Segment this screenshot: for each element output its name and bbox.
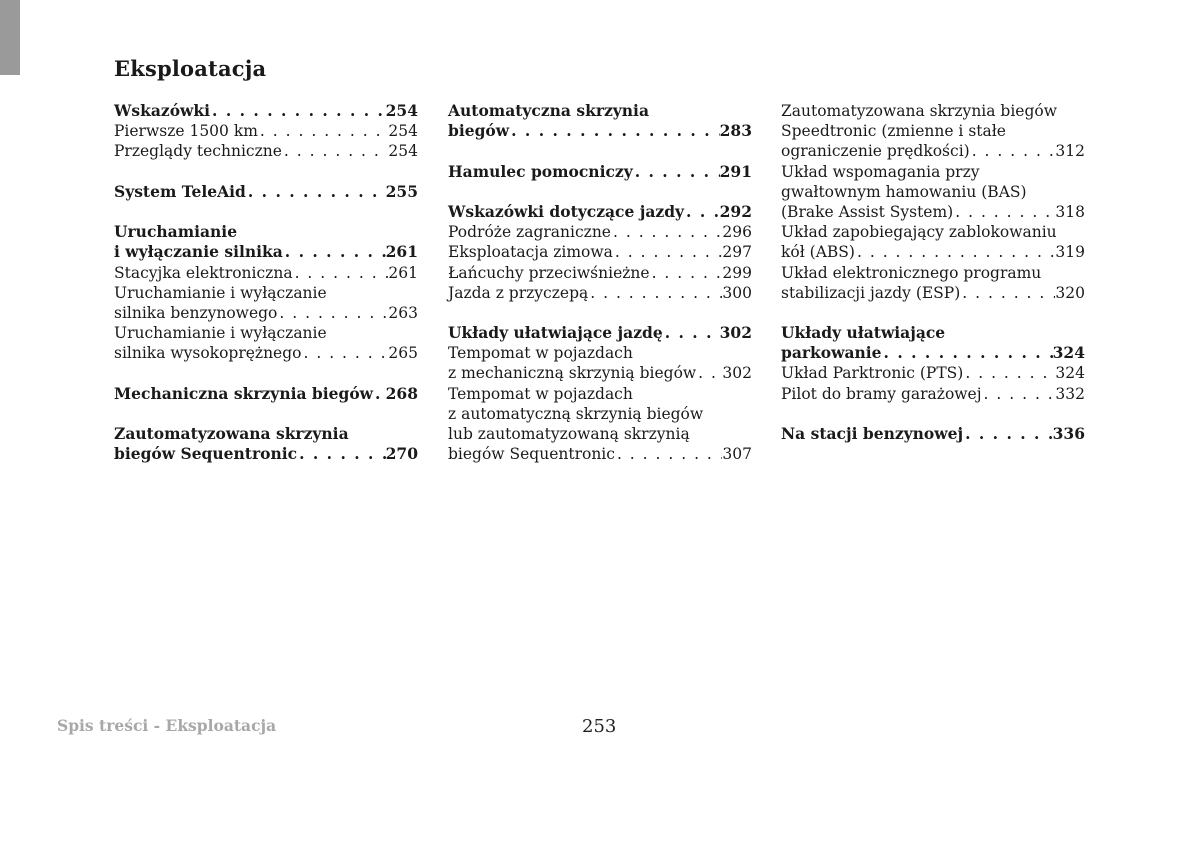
dot-leader <box>301 343 388 363</box>
dot-leader <box>953 202 1055 222</box>
toc-heading-entry[interactable] <box>448 101 752 121</box>
toc-heading-entry[interactable] <box>114 444 418 464</box>
toc-group <box>448 101 752 141</box>
dot-leader <box>960 283 1055 303</box>
toc-entry-text: Automatyczna skrzynia <box>448 101 649 120</box>
toc-column-3 <box>781 101 1085 464</box>
dot-leader <box>963 424 1053 444</box>
toc-page-number: 254 <box>388 122 418 141</box>
toc-entry[interactable] <box>781 162 1085 182</box>
dot-leader <box>210 101 386 121</box>
toc-entry-text: parkowanie <box>781 343 882 363</box>
toc-entry[interactable] <box>781 222 1085 242</box>
toc-entry-text: lub zautomatyzowaną skrzynią <box>448 425 690 443</box>
toc-entry-text: Wskazówki <box>114 101 211 120</box>
toc-entry-text: silnika wysokoprężnego <box>114 344 302 363</box>
toc-entry-text: Przeglądy techniczne <box>114 142 282 161</box>
toc-page-number: 292 <box>719 201 752 221</box>
toc-entry-text: Układ zapobiegający zablokowaniu <box>781 223 1057 242</box>
toc-entry[interactable] <box>114 323 418 343</box>
toc-entry[interactable] <box>781 121 1085 141</box>
toc-entry-text: Eksploatacja zimowa <box>448 243 613 262</box>
toc-group <box>114 101 418 162</box>
toc-entry-text: z mechaniczną skrzynią biegów <box>448 364 697 383</box>
toc-entry-text: Hamulec pomocniczy <box>448 161 633 181</box>
dot-leader <box>293 263 389 283</box>
toc-entry[interactable] <box>781 141 1085 161</box>
dot-leader <box>282 141 388 161</box>
toc-entry-text: Tempomat w pojazdach <box>448 384 633 403</box>
toc-entry[interactable] <box>781 263 1085 283</box>
toc-entry[interactable] <box>114 263 418 283</box>
toc-heading-entry[interactable] <box>114 222 418 242</box>
toc-page-number: 270 <box>385 444 418 464</box>
dot-leader <box>650 263 723 283</box>
toc-page-number: 318 <box>1055 202 1085 221</box>
toc-entry[interactable] <box>448 343 752 363</box>
toc-entry-text: i wyłączanie silnika <box>114 242 283 262</box>
toc-page-number: 299 <box>722 263 752 282</box>
toc-group <box>781 424 1085 444</box>
toc-entry-text: Mechaniczna skrzynia biegów <box>114 383 374 403</box>
toc-entry[interactable] <box>448 222 752 242</box>
toc-entry-text: Speedtronic (zmienne i stałe <box>781 122 1006 141</box>
toc-page-number: 254 <box>388 142 418 161</box>
toc-entry[interactable] <box>114 283 418 303</box>
toc-entry-text: Uruchamianie i wyłączanie <box>114 324 327 343</box>
toc-group <box>781 323 1085 404</box>
dot-leader <box>663 323 720 343</box>
toc-entry[interactable] <box>781 242 1085 262</box>
dot-leader <box>982 384 1056 404</box>
dot-leader <box>963 363 1055 383</box>
toc-page-number: 307 <box>722 445 752 464</box>
toc-heading-entry[interactable] <box>448 162 752 182</box>
dot-leader <box>258 121 388 141</box>
dot-leader <box>611 222 722 242</box>
toc-page-number: 302 <box>719 323 752 343</box>
toc-column-2 <box>448 101 752 485</box>
toc-entry[interactable] <box>781 283 1085 303</box>
toc-entry[interactable] <box>114 141 418 161</box>
toc-entry-text: biegów Sequentronic <box>448 445 615 464</box>
toc-entry-text: (Brake Assist System) <box>781 202 954 221</box>
toc-heading-entry[interactable] <box>114 424 418 444</box>
toc-entry[interactable] <box>448 363 752 383</box>
page-number: 253 <box>582 716 617 737</box>
toc-group <box>448 323 752 464</box>
toc-entry-text: Układ elektronicznego programu <box>781 263 1042 282</box>
toc-entry-text: biegów <box>448 121 510 141</box>
toc-page-number: 332 <box>1055 384 1085 403</box>
toc-entry[interactable] <box>448 384 752 404</box>
toc-page-number: 261 <box>385 242 418 262</box>
toc-entry[interactable] <box>114 343 418 363</box>
toc-entry[interactable] <box>448 404 752 424</box>
toc-entry-text: Podróże zagraniczne <box>448 223 611 242</box>
toc-page-number: 320 <box>1055 283 1085 302</box>
dot-leader <box>588 283 722 303</box>
toc-entry-text: Układ Parktronic (PTS) <box>781 364 964 383</box>
toc-entry-text: z automatyczną skrzynią biegów <box>448 404 704 423</box>
toc-group <box>448 162 752 182</box>
toc-entry-text: Pierwsze 1500 km <box>114 122 258 141</box>
toc-page-number: 319 <box>1055 243 1085 262</box>
toc-entry-text: silnika benzynowego <box>114 303 278 322</box>
toc-entry[interactable] <box>781 101 1085 121</box>
dot-leader <box>373 384 386 404</box>
toc-heading-entry[interactable] <box>781 343 1085 363</box>
toc-page-number: 261 <box>388 263 418 282</box>
toc-entry-text: Uruchamianie i wyłączanie <box>114 283 327 302</box>
dot-leader <box>882 343 1053 363</box>
toc-entry-text: Jazda z przyczepą <box>448 283 589 302</box>
toc-page-number: 296 <box>722 223 752 242</box>
toc-heading-entry[interactable] <box>781 323 1085 343</box>
toc-heading-entry[interactable] <box>448 121 752 141</box>
toc-entry-text: Układy ułatwiające jazdę <box>448 323 663 343</box>
toc-heading-entry[interactable] <box>781 424 1085 444</box>
toc-group <box>448 202 752 303</box>
toc-page-number: 324 <box>1052 343 1085 363</box>
toc-page-number: 312 <box>1055 142 1085 161</box>
toc-entry-text: Tempomat w pojazdach <box>448 344 633 363</box>
toc-page-number: 297 <box>722 243 752 262</box>
footer-section-title: Spis treści - Eksploatacja <box>57 716 277 735</box>
toc-entry-text: Stacyjka elektroniczna <box>114 263 293 282</box>
toc-page-number: 254 <box>385 101 418 120</box>
toc-heading-entry[interactable] <box>114 242 418 262</box>
toc-heading-entry[interactable] <box>114 384 418 404</box>
toc-entry-text: Zautomatyzowana skrzynia <box>114 424 349 443</box>
toc-page-number: 300 <box>722 283 752 302</box>
toc-heading-entry[interactable] <box>114 182 418 202</box>
toc-group <box>781 101 1085 303</box>
toc-page-number: 336 <box>1052 424 1085 443</box>
toc-entry-text: System TeleAid <box>114 181 246 201</box>
toc-entry[interactable] <box>114 121 418 141</box>
toc-entry-text: Wskazówki dotyczące jazdy <box>448 201 685 221</box>
toc-entry-text: Łańcuchy przeciwśnieżne <box>448 263 650 282</box>
toc-entry-text: Układy ułatwiające <box>781 323 946 343</box>
toc-page-number: 255 <box>385 181 418 201</box>
toc-group <box>114 182 418 202</box>
toc-entry-text: gwałtownym hamowaniu (BAS) <box>781 182 1027 201</box>
dot-leader <box>633 162 720 182</box>
toc-entry[interactable] <box>781 384 1085 404</box>
toc-entry[interactable] <box>781 202 1085 222</box>
toc-entry-text: ograniczenie prędkości) <box>781 142 970 161</box>
toc-page-number: 268 <box>385 383 418 403</box>
toc-column-1 <box>114 101 418 485</box>
toc-group <box>114 222 418 363</box>
dot-leader <box>696 363 722 383</box>
toc-entry[interactable] <box>448 283 752 303</box>
toc-entry[interactable] <box>448 263 752 283</box>
toc-heading-entry[interactable] <box>448 202 752 222</box>
dot-leader <box>970 141 1056 161</box>
toc-entry-text: kół (ABS) <box>781 243 855 262</box>
toc-entry[interactable] <box>448 242 752 262</box>
section-tab-marker <box>0 0 20 75</box>
toc-entry[interactable] <box>781 182 1085 202</box>
dot-leader <box>297 444 386 464</box>
toc-page-number: 283 <box>719 121 752 141</box>
toc-entry-text: biegów Sequentronic <box>114 444 298 464</box>
dot-leader <box>277 303 388 323</box>
toc-heading-entry[interactable] <box>114 101 418 121</box>
toc-entry[interactable] <box>448 424 752 444</box>
dot-leader <box>246 182 386 202</box>
toc-entry-text: Uruchamianie <box>114 222 238 242</box>
toc-page-number: 263 <box>388 303 418 322</box>
toc-heading-entry[interactable] <box>448 323 752 343</box>
toc-entry-text: Na stacji benzynowej <box>781 424 964 443</box>
toc-entry[interactable] <box>781 363 1085 383</box>
toc-page-number: 265 <box>388 344 418 363</box>
page-title: Eksploatacja <box>114 56 267 81</box>
dot-leader <box>615 444 722 464</box>
toc-page-number: 302 <box>722 364 752 383</box>
toc-entry[interactable] <box>114 303 418 323</box>
dot-leader <box>684 202 720 222</box>
toc-entry-text: stabilizacji jazdy (ESP) <box>781 283 961 302</box>
dot-leader <box>613 242 723 262</box>
toc-group <box>114 384 418 404</box>
dot-leader <box>283 242 386 262</box>
toc-entry-text: Układ wspomagania przy <box>781 162 980 181</box>
toc-entry[interactable] <box>448 444 752 464</box>
toc-entry-text: Zautomatyzowana skrzynia biegów <box>781 102 1057 120</box>
toc-page-number: 324 <box>1055 364 1085 383</box>
toc-page-number: 291 <box>719 161 752 181</box>
dot-leader <box>855 242 1055 262</box>
toc-group <box>114 424 418 464</box>
dot-leader <box>509 121 720 141</box>
toc-entry-text: Pilot do bramy garażowej <box>781 384 982 403</box>
